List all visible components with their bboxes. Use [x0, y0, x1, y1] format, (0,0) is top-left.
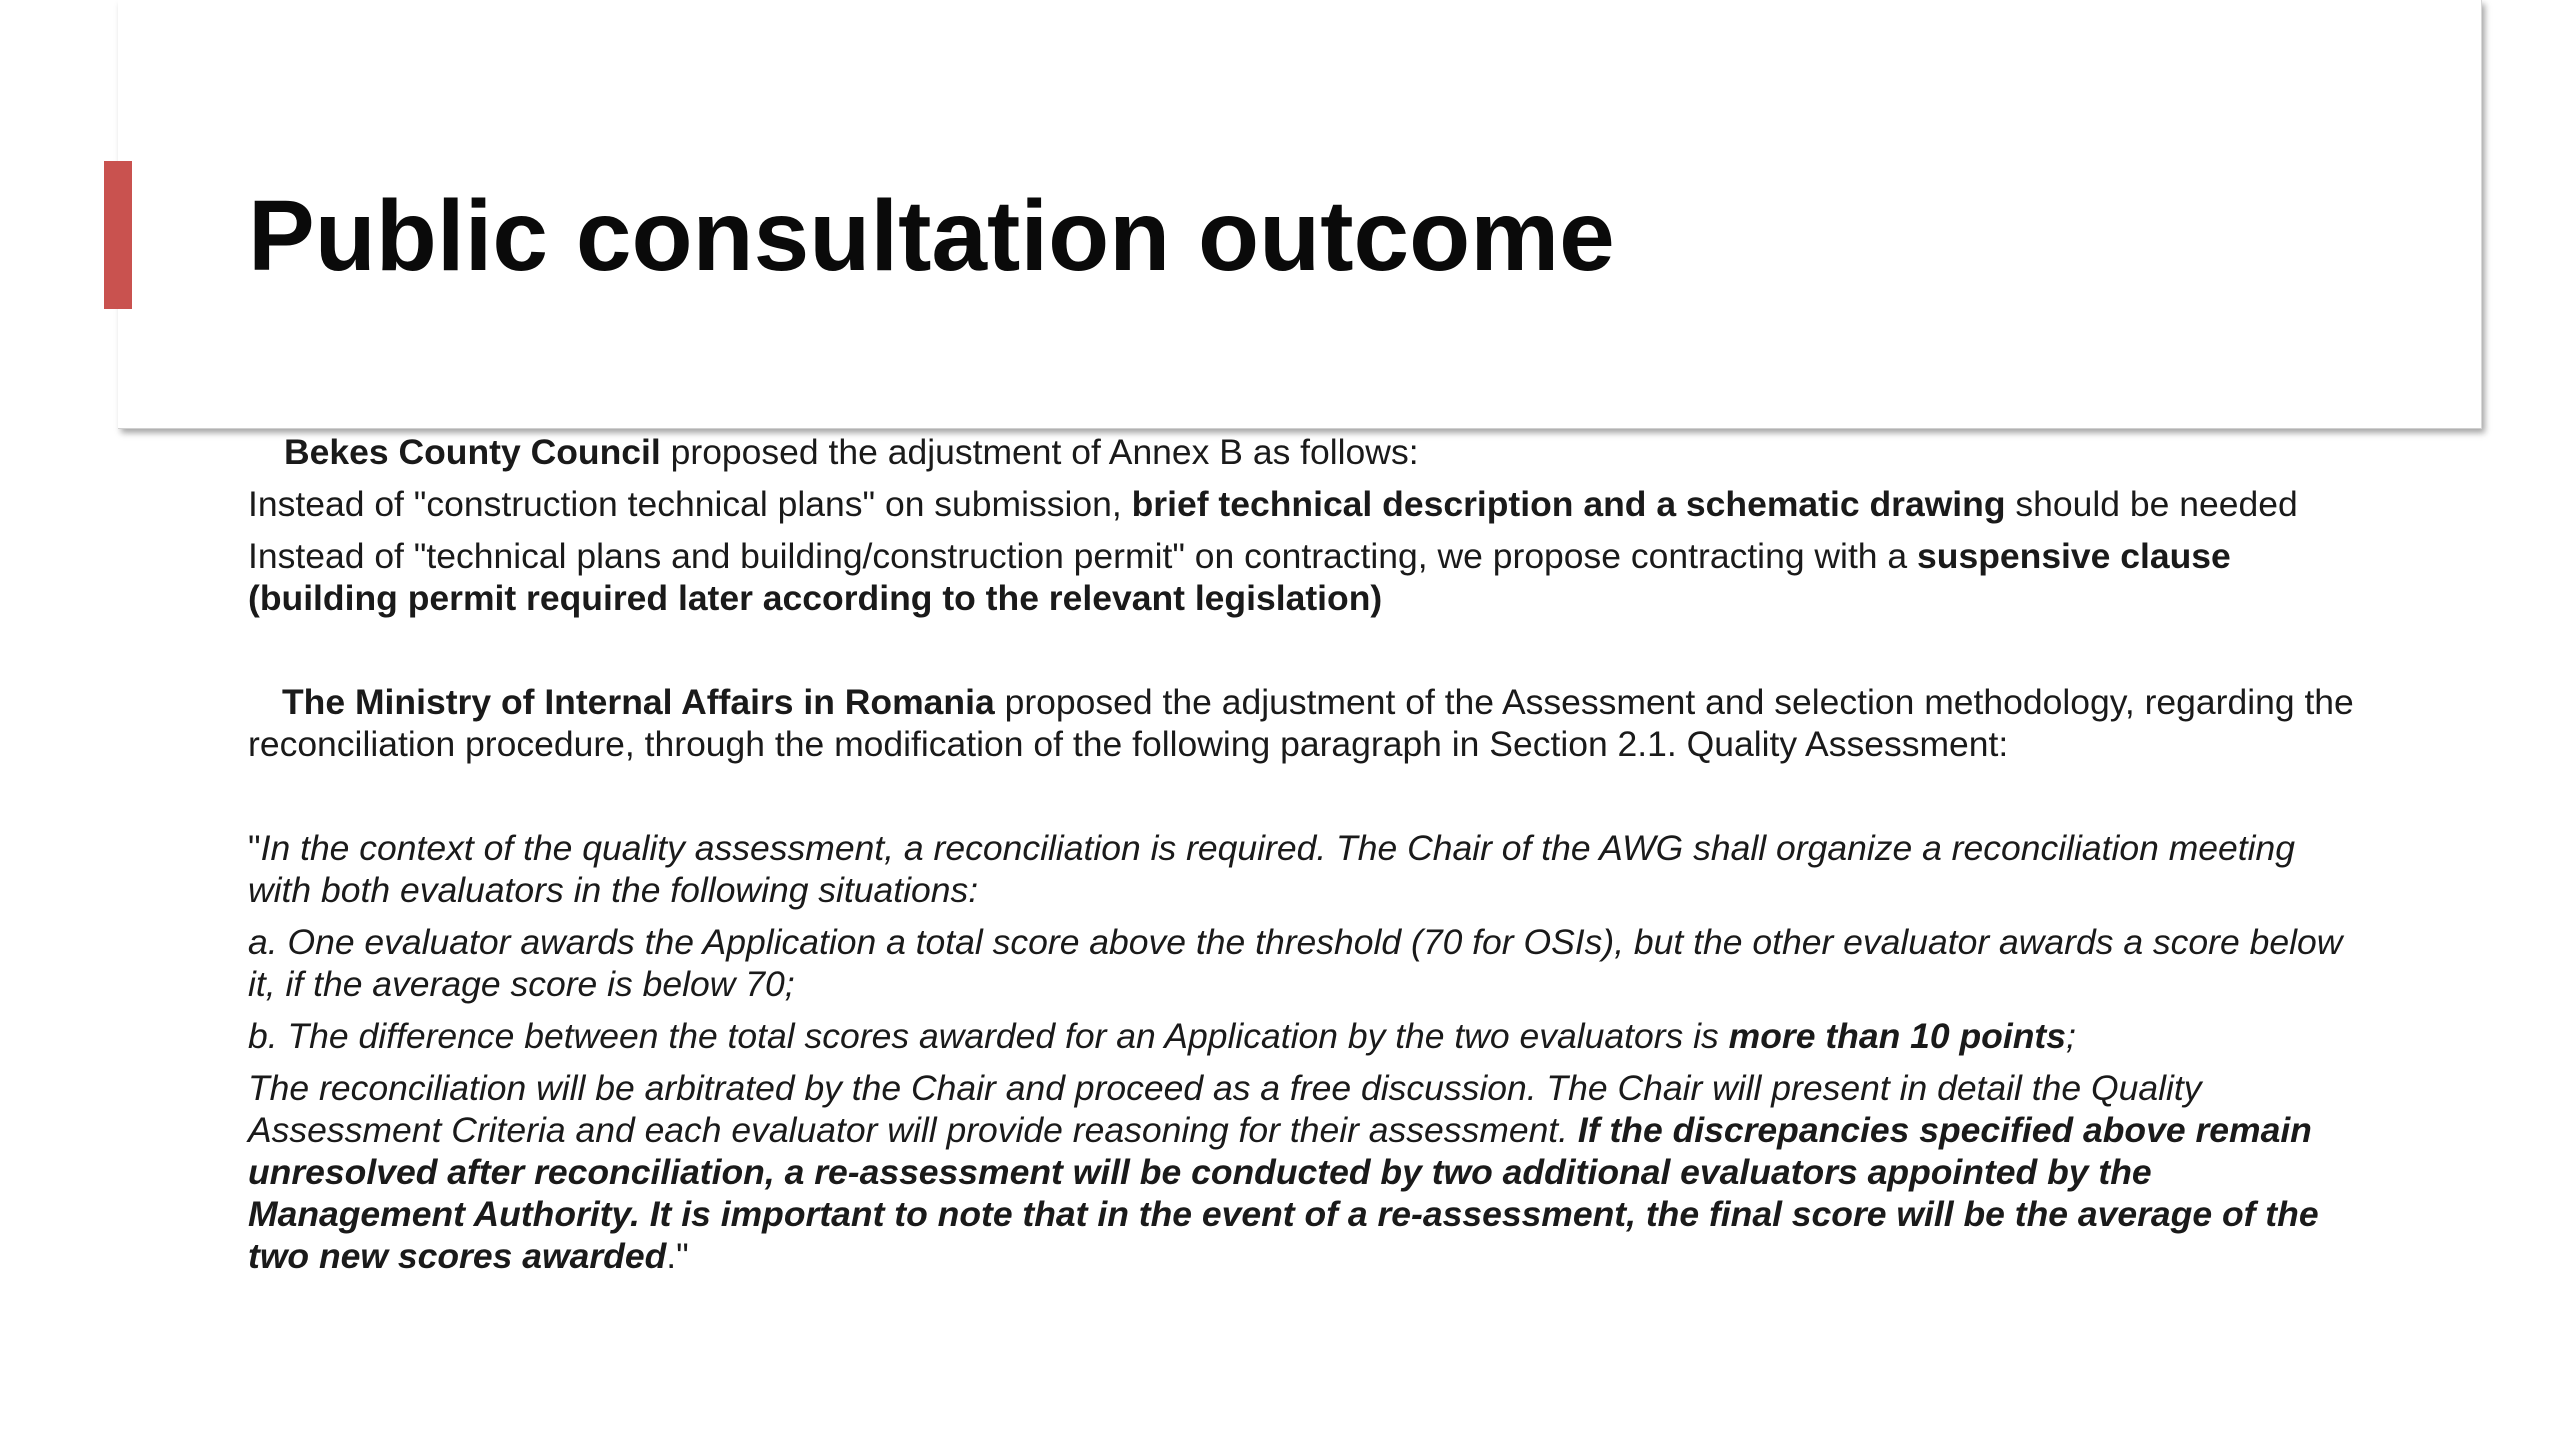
paragraph-quote-a: a. One evaluator awards the Application a total score above the threshold (70 for OSIs), but the other evaluator awards a score below it, if the average score is below 70; [248, 922, 2343, 1004]
quote-b-pre: b. The difference between the total scores awarded for an Application by the two evaluators is [248, 1016, 1729, 1056]
paragraph-quote-end [248, 1067, 2368, 1277]
item1-post: should be needed [2005, 484, 2298, 524]
paragraph-item-1 [248, 483, 2368, 525]
paragraph-quote-b [248, 1015, 2368, 1057]
item1-bold: brief technical description and a schematic drawing [1131, 484, 2006, 524]
item1-pre: Instead of "construction technical plans" on submission, [248, 484, 1132, 524]
paragraph-bekes [248, 431, 2368, 473]
bekes-org: Bekes County Council [284, 432, 661, 472]
paragraph-quote-intro [248, 827, 2368, 911]
title-accent-bar [104, 161, 132, 309]
item2-pre: Instead of "technical plans and building/construction permit" on contracting, we propose contracting with a [248, 536, 1918, 576]
slide-body [248, 428, 2368, 1277]
bekes-text: proposed the adjustment of Annex B as follows: [660, 432, 1419, 472]
quote-b-bold: more than 10 points [1728, 1016, 2066, 1056]
quote-close-mark: ." [666, 1236, 689, 1276]
quote-b-post: ; [2065, 1016, 2076, 1056]
ministry-org: The Ministry of Internal Affairs in Romania [282, 682, 995, 722]
item2-bold: suspensive clause (building permit required later according to the relevant legislation) [248, 536, 2231, 618]
page-title: Public consultation outcome [248, 180, 1615, 292]
paragraph-item-2 [248, 535, 2368, 619]
quote-open-mark: " [248, 828, 261, 868]
quote-intro-text: In the context of the quality assessment, a reconciliation is required. The Chair of the AWG shall organize a reconciliation meeting with both evaluators in the following situations: [248, 828, 2296, 910]
quote-end-pre: The reconciliation will be arbitrated by the Chair and proceed as a free discussion. The Chair will present in detail the Quality Assessment Criteria and each evaluator will provide reasoning for their assessment. [248, 1068, 2202, 1150]
paragraph-ministry [248, 681, 2368, 765]
quote-end-bold: If the discrepancies specified above remain unresolved after reconciliation, a re-assessment will be conducted by two additional evaluators appointed by the Management Authority. It is important to note that in the event of a re-assessment, the final score will be the average of the two new scores awarded [248, 1110, 2319, 1276]
ministry-text: proposed the adjustment of the Assessment and selection methodology, regarding the reconciliation procedure, through the modification of the following paragraph in Section 2.1. Quality Assessment: [248, 682, 2354, 764]
